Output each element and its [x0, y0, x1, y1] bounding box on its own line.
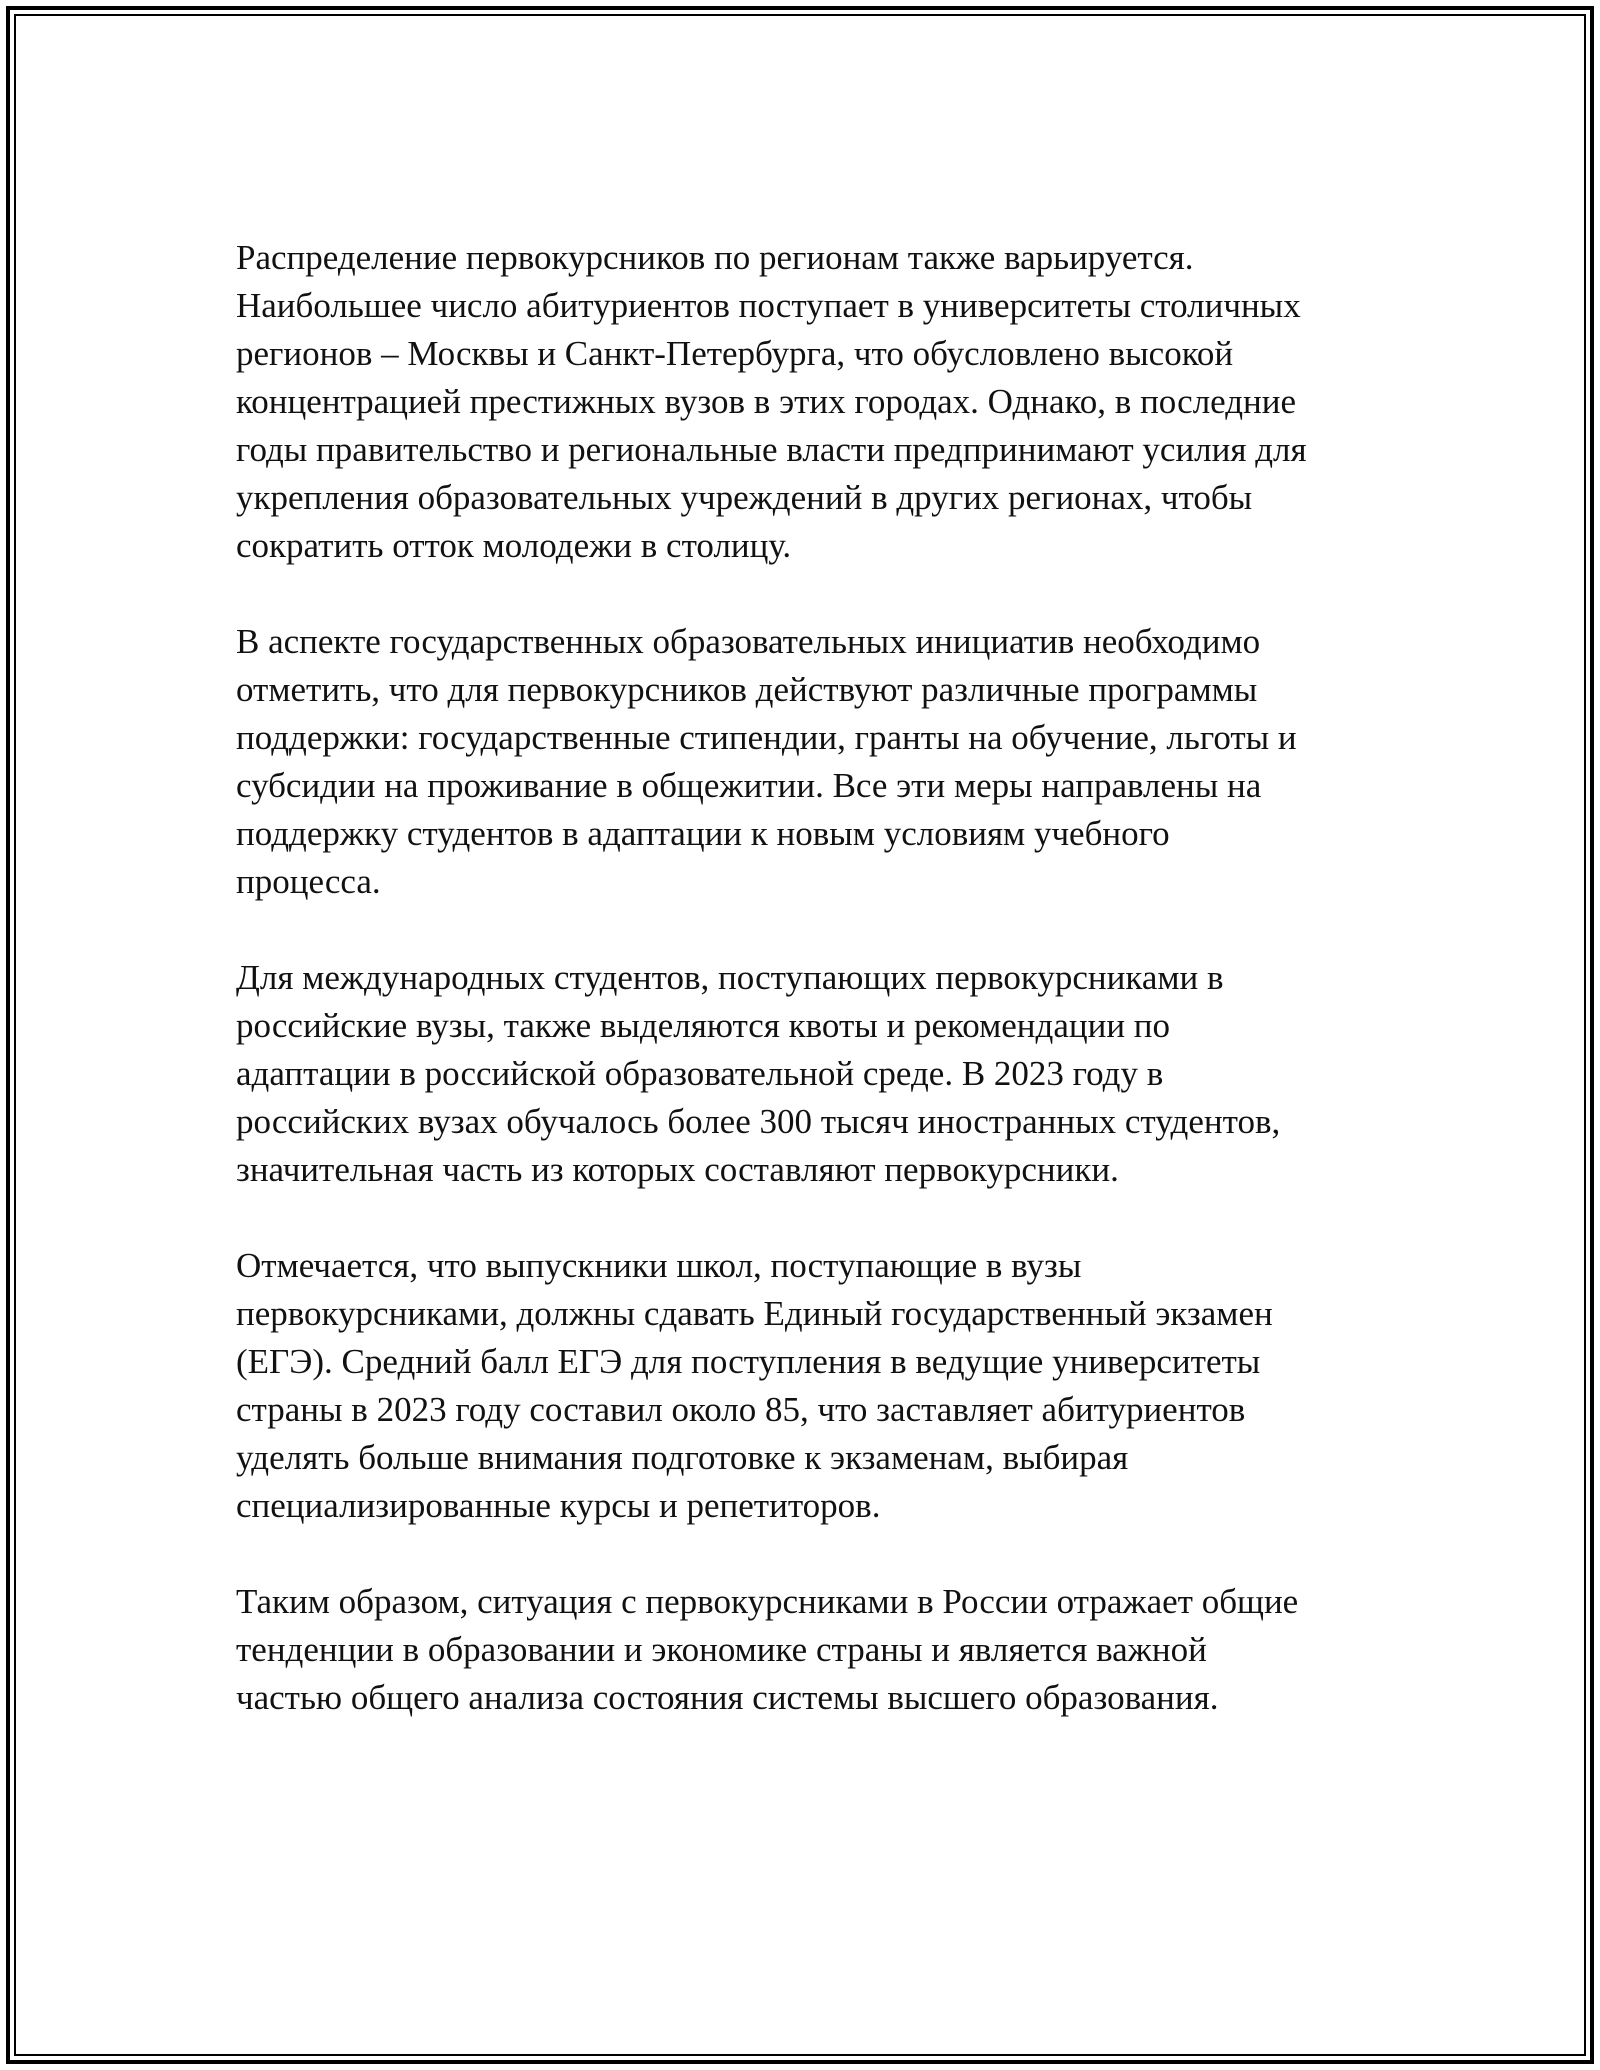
paragraph-unified-exam [236, 1242, 1416, 1530]
text-line: отметить, что для первокурсников действуют различные программы [236, 670, 1258, 709]
text-line: Наибольшее число абитуриентов поступает в университеты столичных [236, 286, 1301, 325]
text-line: первокурсниками, должны сдавать Единый государственный экзамен [236, 1294, 1273, 1333]
text-line: процесса. [236, 862, 381, 901]
text-line: Отмечается, что выпускники школ, поступающие в вузы [236, 1246, 1082, 1285]
text-line: Распределение первокурсников по регионам также варьируется. [236, 238, 1194, 277]
text-line: специализированные курсы и репетиторов. [236, 1486, 881, 1525]
text-line: концентрацией престижных вузов в этих городах. Однако, в последние [236, 382, 1297, 421]
text-line: российских вузах обучалось более 300 тысяч иностранных студентов, [236, 1102, 1281, 1141]
text-line: частью общего анализа состояния системы высшего образования. [236, 1678, 1219, 1717]
paragraph-conclusion [236, 1578, 1416, 1722]
text-line: субсидии на проживание в общежитии. Все эти меры направлены на [236, 766, 1262, 805]
paragraph-international-students [236, 954, 1416, 1194]
paragraph-regional-distribution [236, 234, 1416, 570]
text-line: поддержку студентов в адаптации к новым условиям учебного [236, 814, 1170, 853]
text-line: российские вузы, также выделяются квоты и рекомендации по [236, 1006, 1171, 1045]
text-line: укрепления образовательных учреждений в других регионах, чтобы [236, 478, 1253, 517]
text-line: значительная часть из которых составляют первокурсники. [236, 1150, 1119, 1189]
text-line: (ЕГЭ). Средний балл ЕГЭ для поступления в ведущие университеты [236, 1342, 1261, 1381]
text-line: Таким образом, ситуация с первокурсниками в России отражает общие [236, 1582, 1299, 1621]
text-line: В аспекте государственных образовательных инициатив необходимо [236, 622, 1261, 661]
document-body [236, 234, 1416, 1722]
text-line: тенденции в образовании и экономике страны и является важной [236, 1630, 1207, 1669]
text-line: годы правительство и региональные власти предпринимают усилия для [236, 430, 1307, 469]
text-line: сократить отток молодежи в столицу. [236, 526, 792, 565]
text-line: Для международных студентов, поступающих первокурсниками в [236, 958, 1224, 997]
paragraph-state-support [236, 618, 1416, 906]
text-line: регионов – Москвы и Санкт-Петербурга, что обусловлено высокой [236, 334, 1234, 373]
text-line: страны в 2023 году составил около 85, что заставляет абитуриентов [236, 1390, 1246, 1429]
text-line: поддержки: государственные стипендии, гранты на обучение, льготы и [236, 718, 1297, 757]
text-line: уделять больше внимания подготовке к экзаменам, выбирая [236, 1438, 1129, 1477]
text-line: адаптации в российской образовательной среде. В 2023 году в [236, 1054, 1164, 1093]
